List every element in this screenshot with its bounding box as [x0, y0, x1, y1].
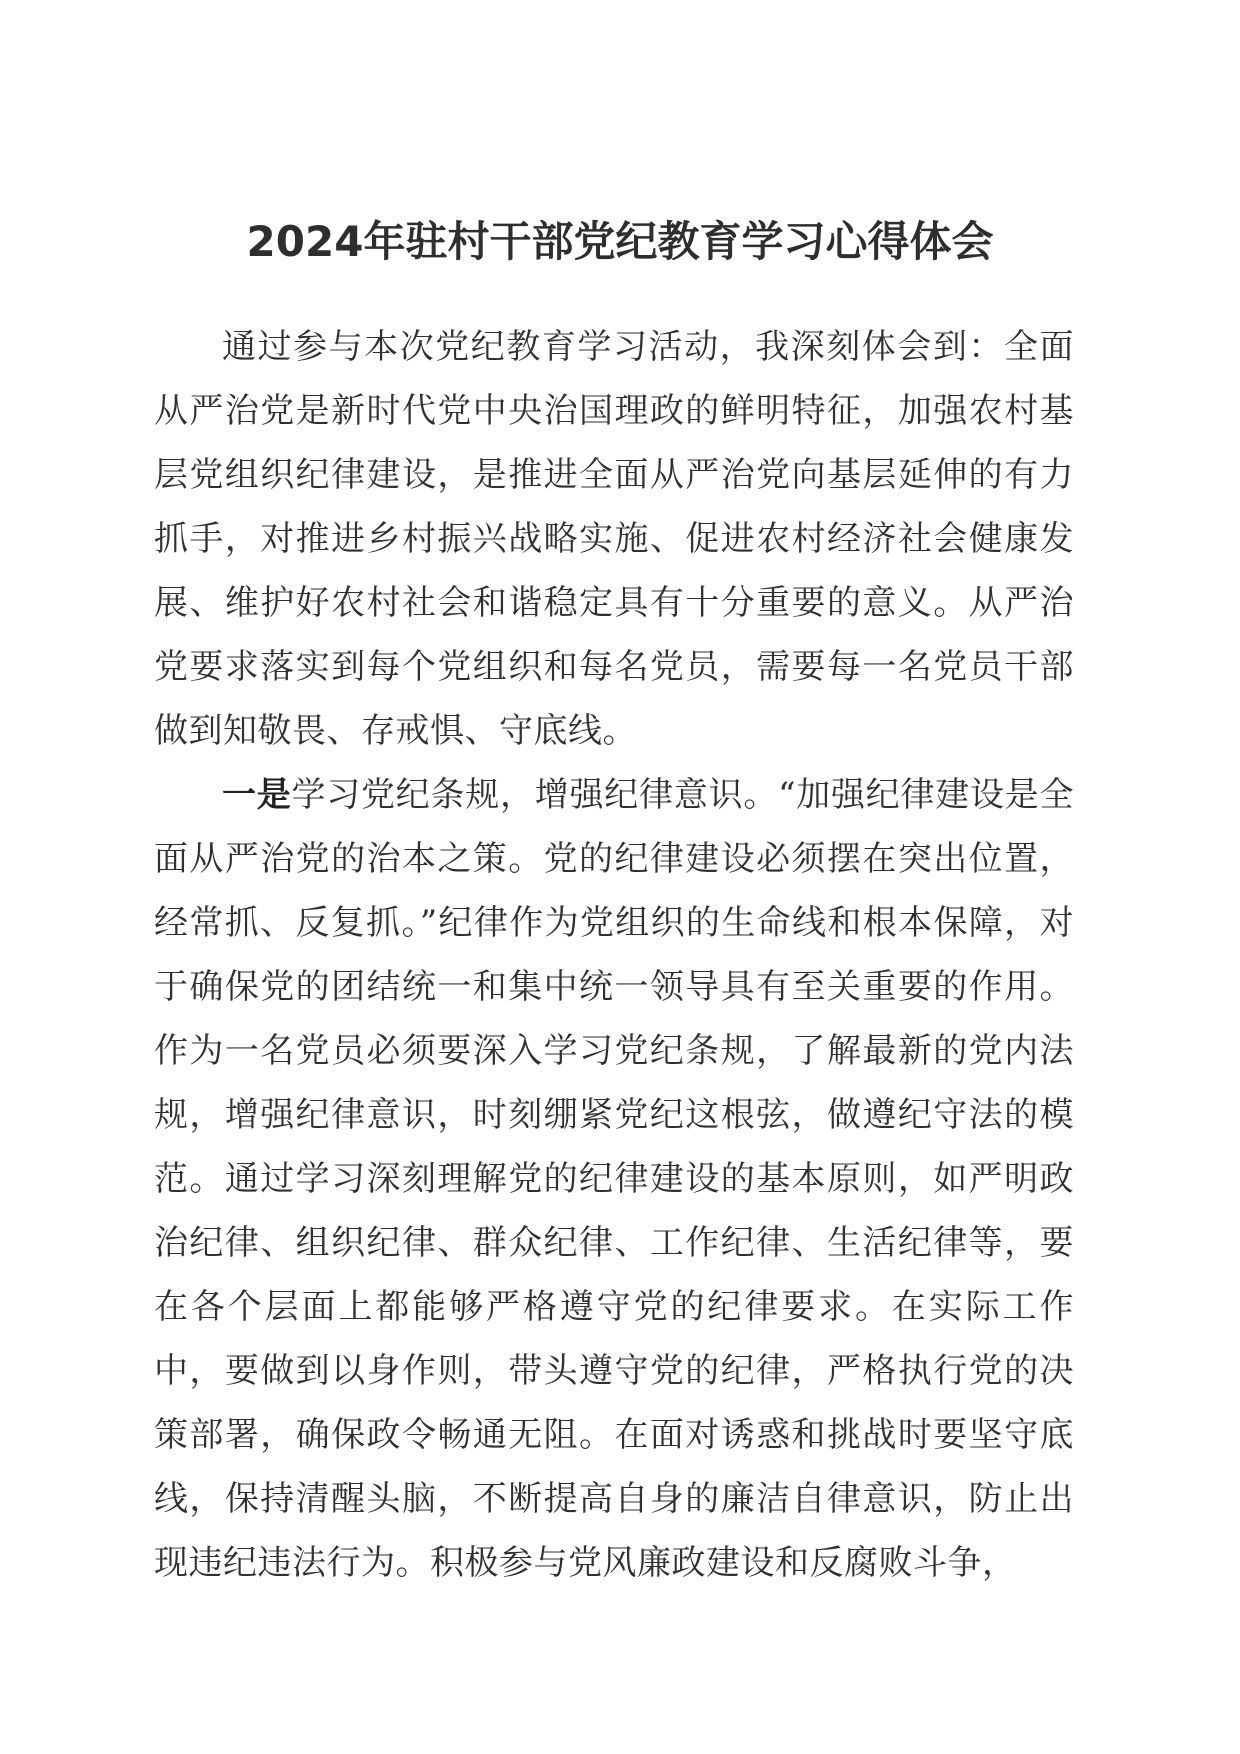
paragraph-text: 学习党纪条规，增强纪律意识。“加强纪律建设是全面从严治党的治本之策。党的纪律建设必须摆在突出位置，经常抓、反复抓。”纪律作为党组织的生命线和根本保障，对于确保党的团结统一和集中统一领导具有至关重要的作用。作为一名党员必须要深入学习党纪条规，了解最新的党内法规，增强纪律意识，时刻绷紧党纪这根弦，做遵纪守法的模范。通过学习深刻理解党的纪律建设的基本原则，如严明政治纪律、组织纪律、群众纪律、工作纪律、生活纪律等，要在各个层面上都能够严格遵守党的纪律要求。在实际工作中，要做到以身作则，带头遵守党的纪律，严格执行党的决策部署，确保政令畅通无阻。在面对诱惑和挑战时要坚守底线，保持清醒头脑，不断提高自身的廉洁自律意识，防止出现违纪违法行为。积极参与党风廉政建设和反腐败斗争， — [154, 775, 1074, 1583]
paragraph-lead: 一是 — [222, 775, 292, 815]
paragraph-intro — [154, 315, 1074, 763]
paragraph-point-one — [154, 763, 1074, 1595]
document-body — [154, 315, 1074, 1595]
document-title: 2024年驻村干部党纪教育学习心得体会 — [246, 217, 994, 266]
paragraph-text: 通过参与本次党纪教育学习活动，我深刻体会到：全面从严治党是新时代党中央治国理政的鲜明特征，加强农村基层党组织纪律建设，是推进全面从严治党向基层延伸的有力抓手，对推进乡村振兴战略实施、促进农村经济社会健康发展、维护好农村社会和谐稳定具有十分重要的意义。从严治党要求落实到每个党组织和每名党员，需要每一名党员干部做到知敬畏、存戒惧、守底线。 — [154, 327, 1074, 751]
